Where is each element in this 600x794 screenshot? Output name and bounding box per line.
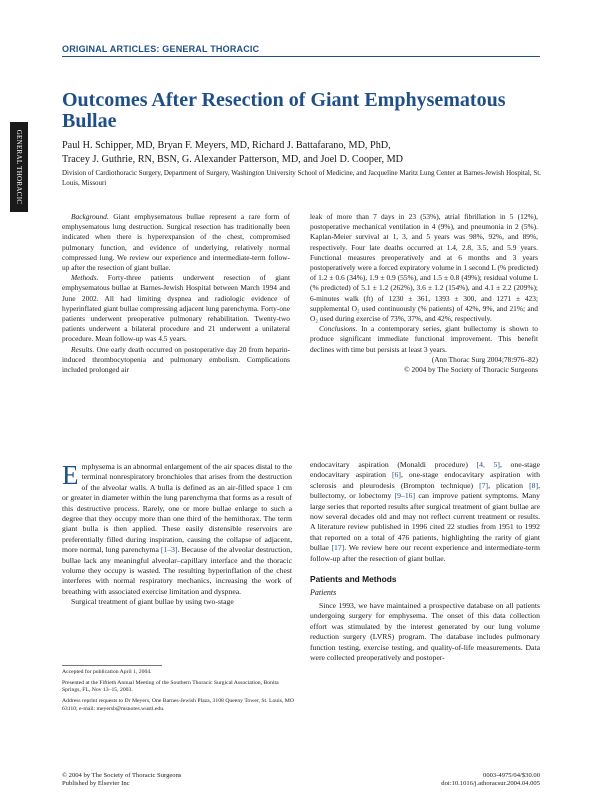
ref-link[interactable]: [7] [479,480,489,490]
ref-link[interactable]: [17] [331,543,345,553]
abstract-results [62,345,290,376]
abstract-conclusions [310,324,538,355]
abstract-copyright: © 2004 by The Society of Thoracic Surgeons [404,365,538,375]
footer-right [441,772,540,789]
footnote-rule [62,665,162,666]
abstract-results-cont: leak of more than 7 days in 23 (53%), atrial fibrillation in 5 (12%), postoperative mechanical ventilation in 4 (9%), and pneumonia in 2 (5%). Kaplan-Meier survival at 1, 3, and 5 years was 98%, 92%, and 89%, respectively. Four late deaths occurred at 1.4, 2.8, 3.5, and 5.9 years. Functional measures preoperatively and at 6 months and 3 years postoperatively were a forced expiratory volume in 1 second L (% predicted) of 1.2 ± 0.6 (34%), 1.9 ± 0.9 (55%), and 1.5 ± 0.8 (49%); residual volume L (% predicted) of 5.1 ± 1.2 (262%), 3.6 ± 1.2 (154%), and 4.1 ± 2.2 (209%); 6-minutes walk (ft) of 1230 ± 361, 1393 ± 300, and 1271 ± 423; supplemental O₂ used continuously (% patients) of 42%, 9%, and 21%; and O₂ used during exercise of 73%, 37%, and 42%, respectively. [310,212,538,324]
authors [62,139,542,167]
intro-text-1: mphysema is an abnormal enlargement of the air spaces distal to the terminal nonrespiratory bronchioles that arises from the destruction of the alveolar walls. A bulla is defined as an air-filled space 1 cm or greater in diameter within the lung parenchyma that forms as a result of this destructive process. Rarely, one or more bullae enlarge to such a degree that they occupy more than one third of the hemithorax. The term giant bulla is then applied. These easily distensible reservoirs are preferentially filled during inspiration, causing the collapse of adjacent, more normal, lung parenchyma [62,462,292,555]
background-text: Giant emphysematous bullae represent a rare form of emphysematous lung destruction. Surgical resection has traditionally been indicated when there is hyperexpansion of the chest, compromised pulmonary function, and evidence of underlying, relatively normal compressed lung. We review our experience and intermediate-term follow-up after the resection of giant bullae. [62,212,290,273]
text-run: endocavitary aspiration (Monaldi procedure) [310,460,477,469]
background-label: Background. [71,212,109,221]
intro-text-1b: . Because of the alveolar destruction, bullae lack any meaningful alveolar–capillary interface and the thoracic volume they occupy is wasted. The resulting hyperinflation of the chest interferes with normal respiratory mechanics, increasing the work of breathing with associated exercise limitation and dyspnea. [62,545,292,596]
results-text-a: One early death occurred on postoperative day 20 from heparin-induced thrombocytopenia and pulmonary embolism. Complications included prolonged air [62,344,290,375]
text-run: , plication [488,480,530,490]
footer-issn: 0003-4975/04/$30.00 [483,772,540,779]
section-heading: Patients and Methods [310,574,397,585]
footnote-address: Address reprint requests to Dr Meyers, One Barnes-Jewish Plaza, 3108 Queeny Tower, St. Louis, MO 63110; e-mail: meyersb@msnotes.wustl.edu. [62,698,294,712]
patients-paragraph: Since 1993, we have maintained a prospective database on all patients undergoing surgery for emphysema. The onset of this data collection effort was stimulated by the interest generated by our lung volume reduction surgery (LVRS) program. The database includes pulmonary function testing, exercise testing, and quality-of-life measurements. Data were collected preoperatively and postoper- [310,600,540,662]
header-rule [62,56,540,57]
conclusions-label: Conclusions. [319,324,358,334]
side-tab [10,122,28,212]
subsection-heading: Patients [310,588,337,598]
footnotes [62,669,294,717]
abstract-background [62,212,290,273]
body-right-column [310,460,540,663]
ref-link[interactable]: [9–16] [394,491,416,501]
conclusions-text: In a contemporary series, giant bullectomy is shown to produce significant immediate functional improvement. This benefit declines with time but persists at least 3 years. [310,324,538,354]
intro-paragraph-1 [62,462,292,597]
intro-paragraph-2: Surgical treatment of giant bullae by using two-stage [71,597,234,607]
affiliation: Division of Cardiothoracic Surgery, Department of Surgery, Washington University School of Medicine, and Jacqueline Maritz Lung Center at Barnes-Jewish Hospital, St. Louis, Missouri [62,169,541,187]
text-run: . We review here our recent experience and intermediate-term follow-up after the resection of giant bullae. [310,543,540,563]
results-label: Results. [71,344,95,354]
footnote-presented: Presented at the Fiftieth Annual Meeting of the Southern Thoracic Surgical Association, Bonita Springs, FL, Nov 13–15, 2003. [62,679,279,694]
methods-label: Methods. [71,273,99,283]
footer-publisher: Published by Elsevier Inc [62,780,130,788]
abstract-methods [62,273,290,344]
text-run: , one-stage endocavitary aspiration with sclerosis and pleurodesis (Brompton technique) [310,470,540,490]
ref-link[interactable]: [8] [529,480,539,490]
abstract-right-column [310,212,538,375]
footer-copyright: © 2004 by The Society of Thoracic Surgeons [62,772,182,779]
body-left-column [62,462,292,608]
text-run: , one-stage endocavitary aspiration [310,460,540,480]
footnote-accepted: Accepted for publication April 1, 2004. [62,669,152,675]
abstract-left-column [62,212,290,375]
footer-left [62,772,181,789]
article-title: Outcomes After Resection of Giant Emphysematous Bullae [62,89,506,132]
authors-line-2: Tracey J. Guthrie, RN, BSN, G. Alexander Patterson, MD, and Joel D. Cooper, MD [62,154,404,165]
drop-cap: E [62,460,79,490]
methods-text: Forty-three patients underwent resection of giant emphysematous bullae at Barnes-Jewish Hospital between March 1994 and June 2002. All had limiting dyspnea and radiologic evidence of hyperinflated giant bullae compressing adjacent lung parenchyma. Forty-one patients underwent preoperative pulmonary rehabilitation. Twenty-two patients underwent a bilateral procedure and 21 underwent a unilateral procedure. Mean follow-up was 4.5 years. [62,273,290,344]
intro-paragraph-cont [310,460,540,564]
text-run: can improve patient symptoms. Many large series that reported results after surgical treatment of giant bullae are now several decades old and may not reflect current treatment or results. A literature review published in 1996 cited 22 studies from 1951 to 1992 that reported on a total of 476 patients, highlighting the rarity of giant bullae [310,491,540,553]
footer-doi[interactable]: doi:10.1016/j.athoracsur.2004.04.005 [441,780,540,788]
citation: (Ann Thorac Surg 2004;78:976–82) [431,354,538,364]
ref-link[interactable]: [6] [392,470,401,480]
ref-link[interactable]: [1–3] [160,545,178,555]
section-label: ORIGINAL ARTICLES: GENERAL THORACIC [62,44,260,54]
authors-line-1: Paul H. Schipper, MD, Bryan F. Meyers, MD, Richard J. Battafarano, MD, PhD, [62,140,391,151]
text-run: , bullectomy, or lobectomy [310,480,540,501]
ref-link[interactable]: [4, 5] [476,460,500,469]
side-tab-label: GENERAL THORACIC [15,129,23,205]
